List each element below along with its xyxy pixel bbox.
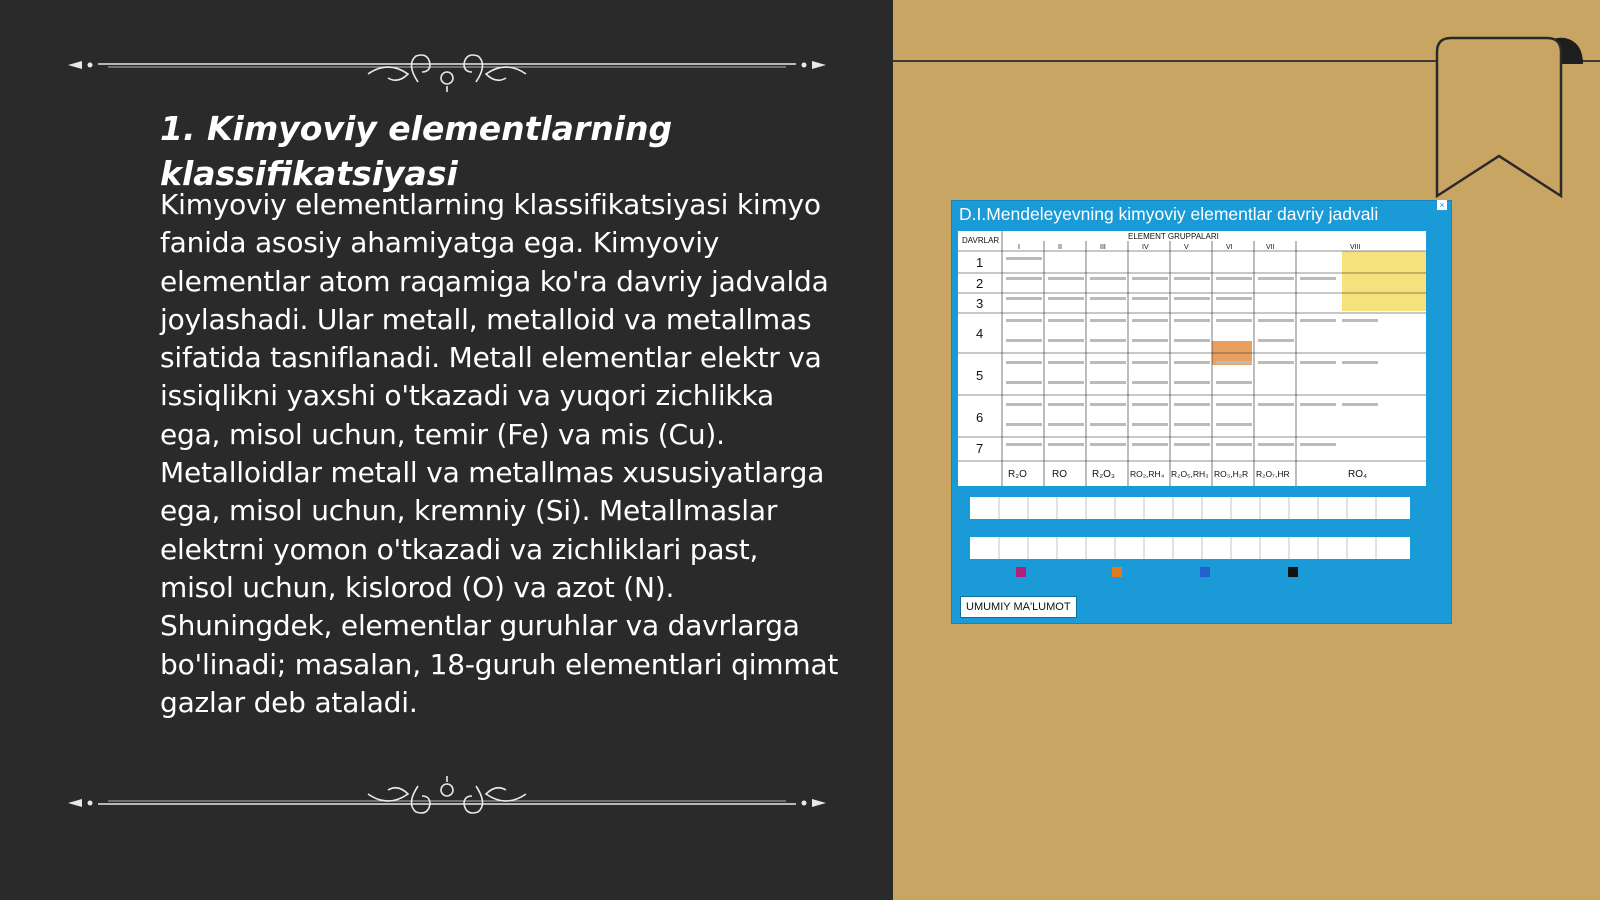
scroll-ornament-icon — [68, 776, 826, 826]
period-number: 7 — [976, 441, 984, 456]
close-icon[interactable]: × — [1437, 200, 1447, 210]
group-label: III — [1100, 244, 1106, 251]
lanthanide-actinide-rows — [970, 497, 1410, 587]
period-number: 6 — [976, 410, 984, 425]
oxide-formula: RO₄ — [1348, 469, 1368, 480]
oxide-formula: R₂O — [1008, 469, 1027, 480]
scroll-ornament-icon — [68, 42, 826, 92]
group-label: II — [1058, 244, 1062, 251]
period-number: 2 — [976, 276, 984, 291]
slide-body-text: Kimyoviy elementlarning klassifikatsiyasi kimyo fanida asosiy ahamiyatga ega. Kimyoviy elementlar atom raqamiga ko'ra davriy jadvalda joylashadi. Ular metall, metalloid va metallmas sifatida tasniflanadi. Metall elementlar elektr va issiqlikni yaxshi o'tkazadi va yuqori zichlikka ega, misol uchun, temir (Fe) va mis (Cu). Metalloidlar metall va metallmas xususiyatlarga ega, misol uchun, kremniy (Si). Metallmaslar elektrni yomon o'tkazadi va zichliklari past, misol uchun, kislorod (O) va azot (N). Shuningdek, elementlar guruhlar va davrlarga bo'linadi; masalan, 18-guruh elementlari qimmat gazlar deb ataladi. — [160, 188, 839, 719]
period-number: 4 — [976, 326, 984, 341]
periodic-table-image — [951, 200, 1452, 624]
slide-title: 1. Kimyoviy elementlarning klassifikatsiyasi — [160, 109, 673, 193]
groups-header: ELEMENT GRUPPALARI — [1128, 232, 1219, 241]
group-label: VIII — [1350, 244, 1361, 251]
period-number: 5 — [976, 368, 984, 383]
oxide-formula: RO₃,H₂R — [1214, 469, 1249, 479]
oxide-formula: RO — [1052, 469, 1067, 480]
period-number: 1 — [976, 255, 984, 270]
oxide-formula: RO₂,RH₄ — [1130, 469, 1165, 479]
period-number: 3 — [976, 296, 984, 311]
group-label: VII — [1266, 244, 1275, 251]
general-info-button[interactable]: UMUMIY MA'LUMOT — [960, 596, 1077, 618]
oxide-formula: R₂O₅,RH₃ — [1171, 469, 1209, 479]
oxide-formula: R₂O₃ — [1092, 469, 1115, 480]
group-label: I — [1018, 244, 1020, 251]
group-label: VI — [1226, 244, 1233, 251]
group-label: V — [1184, 244, 1189, 251]
group-label: IV — [1142, 244, 1149, 251]
oxide-formula: R₂O₇,HR — [1256, 469, 1290, 479]
periods-header: DAVRLAR — [962, 236, 1000, 245]
bookmark-icon — [1435, 36, 1585, 201]
periodic-table-title: D.I.Mendeleyevning kimyoviy elementlar davriy jadvali — [959, 204, 1379, 224]
periodic-table-grid — [958, 231, 1426, 486]
